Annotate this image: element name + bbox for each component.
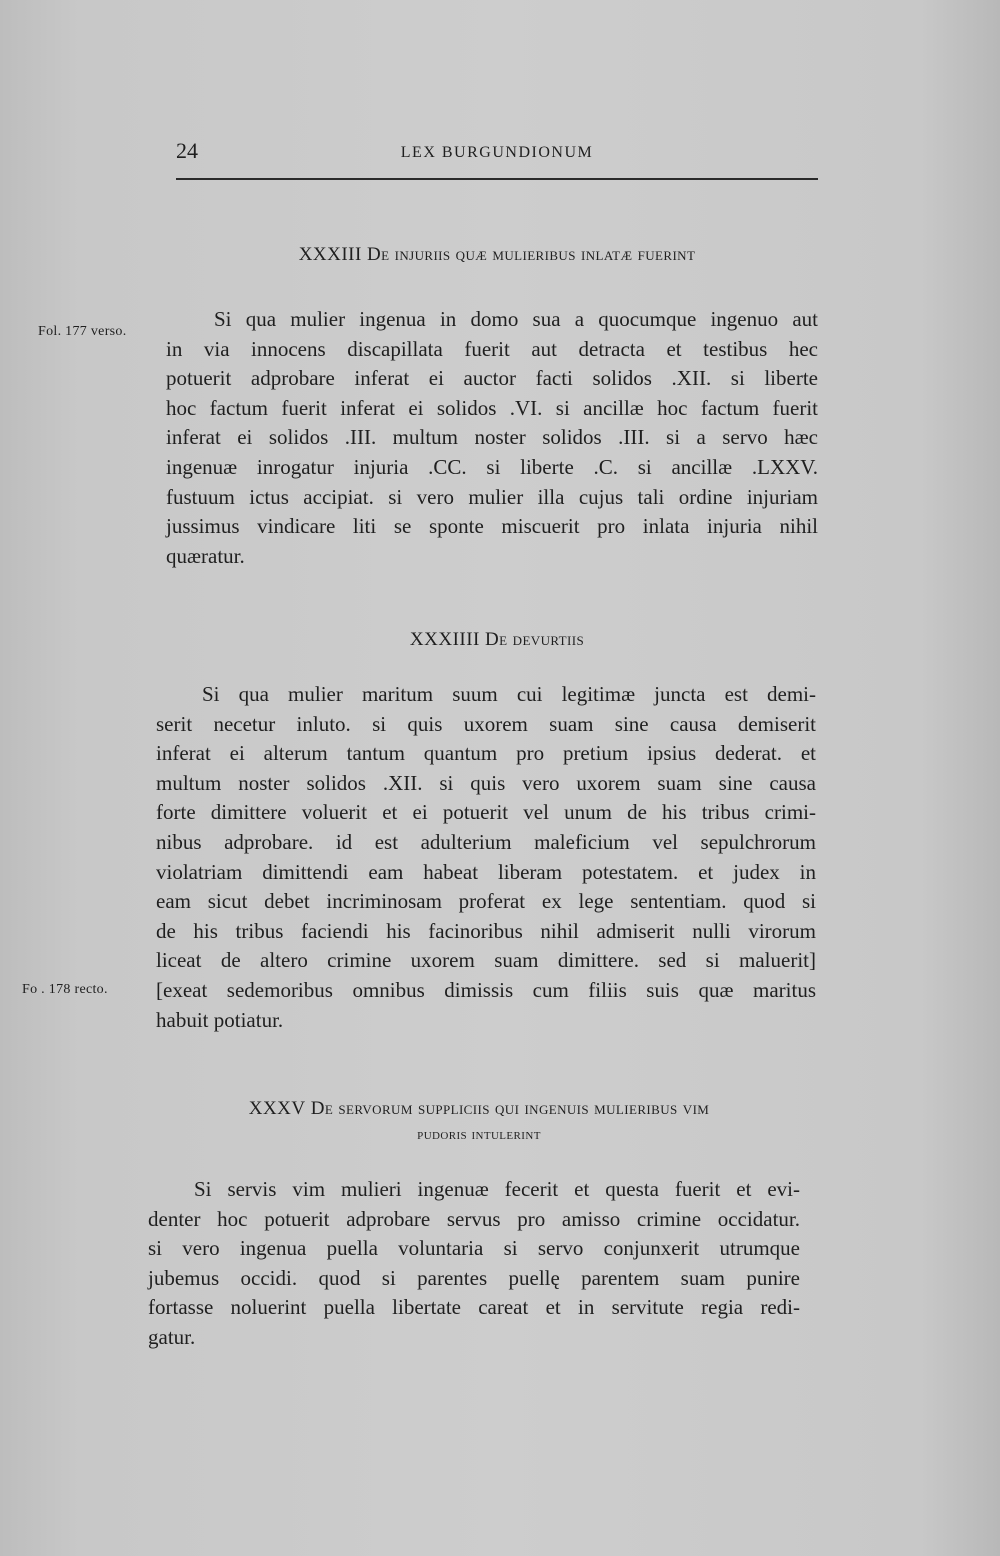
text-line: forte dimittere voluerit et ei potuerit vel unum de his tribus crimi- xyxy=(156,800,816,825)
text-line: hoc factum fuerit inferat ei solidos .VI. si ancillæ hoc factum fuerit xyxy=(166,395,818,420)
text-line: denter hoc potuerit adprobare servus pro amisso crimine occidatur. xyxy=(148,1206,800,1231)
running-title: LEX BURGUNDIONUM xyxy=(400,144,594,161)
page-header xyxy=(176,138,818,180)
text-line: potuerit adprobare inferat ei auctor facti solidos .XII. si liberte xyxy=(166,366,818,391)
text-line: quæratur. xyxy=(166,543,245,568)
section-title-continued: pudoris intulerint xyxy=(417,1126,541,1143)
section-35-body xyxy=(148,1175,800,1353)
folio-margin-note: Fol. 177 verso. xyxy=(38,324,127,339)
text-line: liceat de altero crimine uxorem suam dimittere. sed si maluerit] xyxy=(156,948,816,973)
text-line: inferat ei solidos .III. multum noster solidos .III. si a servo hæc xyxy=(166,425,818,450)
text-line: multum noster solidos .XII. si quis vero uxorem suam sine causa xyxy=(156,770,816,795)
section-number: XXXIIII xyxy=(409,629,480,650)
section-number: XXXIII xyxy=(298,244,362,265)
text-line: violatriam dimittendi eam habeat liberam potestatem. et judex in xyxy=(156,859,816,884)
text-line: jussimus vindicare liti se sponte miscuerit pro inlata injuria nihil xyxy=(166,514,818,539)
folio-margin-note: Fo . 178 recto. xyxy=(22,982,108,997)
section-heading-34 xyxy=(176,627,818,653)
section-heading-33 xyxy=(176,242,818,268)
text-line: de his tribus faciendi his facinoribus nihil admiserit nulli virorum xyxy=(156,918,816,943)
text-line: fustuum ictus accipiat. si vero mulier illa cujus tali ordine injuriam xyxy=(166,484,818,509)
section-34-body xyxy=(156,680,816,1035)
text-line: eam sicut debet incriminosam proferat ex lege sententiam. quod si xyxy=(156,889,816,914)
section-title: De servorum suppliciis qui ingenuis mulieribus vim xyxy=(310,1098,710,1119)
section-33-body xyxy=(166,305,818,571)
text-line: in via innocens discapillata fuerit aut detracta et testibus hec xyxy=(166,336,818,361)
text-line: inferat ei alterum tantum quantum pro pretium ipsius dederat. et xyxy=(156,741,816,766)
text-line: nibus adprobare. id est adulterium maleficium vel sepulchrorum xyxy=(156,829,816,854)
section-title: De injuriis quæ mulieribus inlatæ fuerint xyxy=(367,244,696,265)
text-line: jubemus occidi. quod si parentes puellę parentem suam punire xyxy=(148,1265,800,1290)
text-line: fortasse noluerint puella libertate careat et in servitute regia redi- xyxy=(148,1295,800,1320)
section-number: XXXV xyxy=(248,1098,306,1119)
text-line: serit necetur inluto. si quis uxorem suam sine causa demiserit xyxy=(156,711,816,736)
section-heading-35 xyxy=(176,1096,782,1148)
text-line: Si qua mulier ingenua in domo sua a quocumque ingenuo aut xyxy=(214,307,818,331)
text-line: Si servis vim mulieri ingenuæ fecerit et questa fuerit et evi- xyxy=(194,1177,800,1201)
page-number: 24 xyxy=(176,138,198,163)
section-title: De devurtiis xyxy=(485,629,585,650)
text-line: Si qua mulier maritum suum cui legitimæ juncta est demi- xyxy=(202,682,816,706)
text-line: ingenuæ inrogatur injuria .CC. si liberte .C. si ancillæ .LXXV. xyxy=(166,454,818,479)
text-line: habuit potiatur. xyxy=(156,1007,284,1032)
text-line: si vero ingenua puella voluntaria si servo conjunxerit utrumque xyxy=(148,1236,800,1261)
text-line: [exeat sedemoribus omnibus dimissis cum filiis suis quæ maritus xyxy=(156,977,816,1002)
text-line: gatur. xyxy=(148,1324,196,1349)
